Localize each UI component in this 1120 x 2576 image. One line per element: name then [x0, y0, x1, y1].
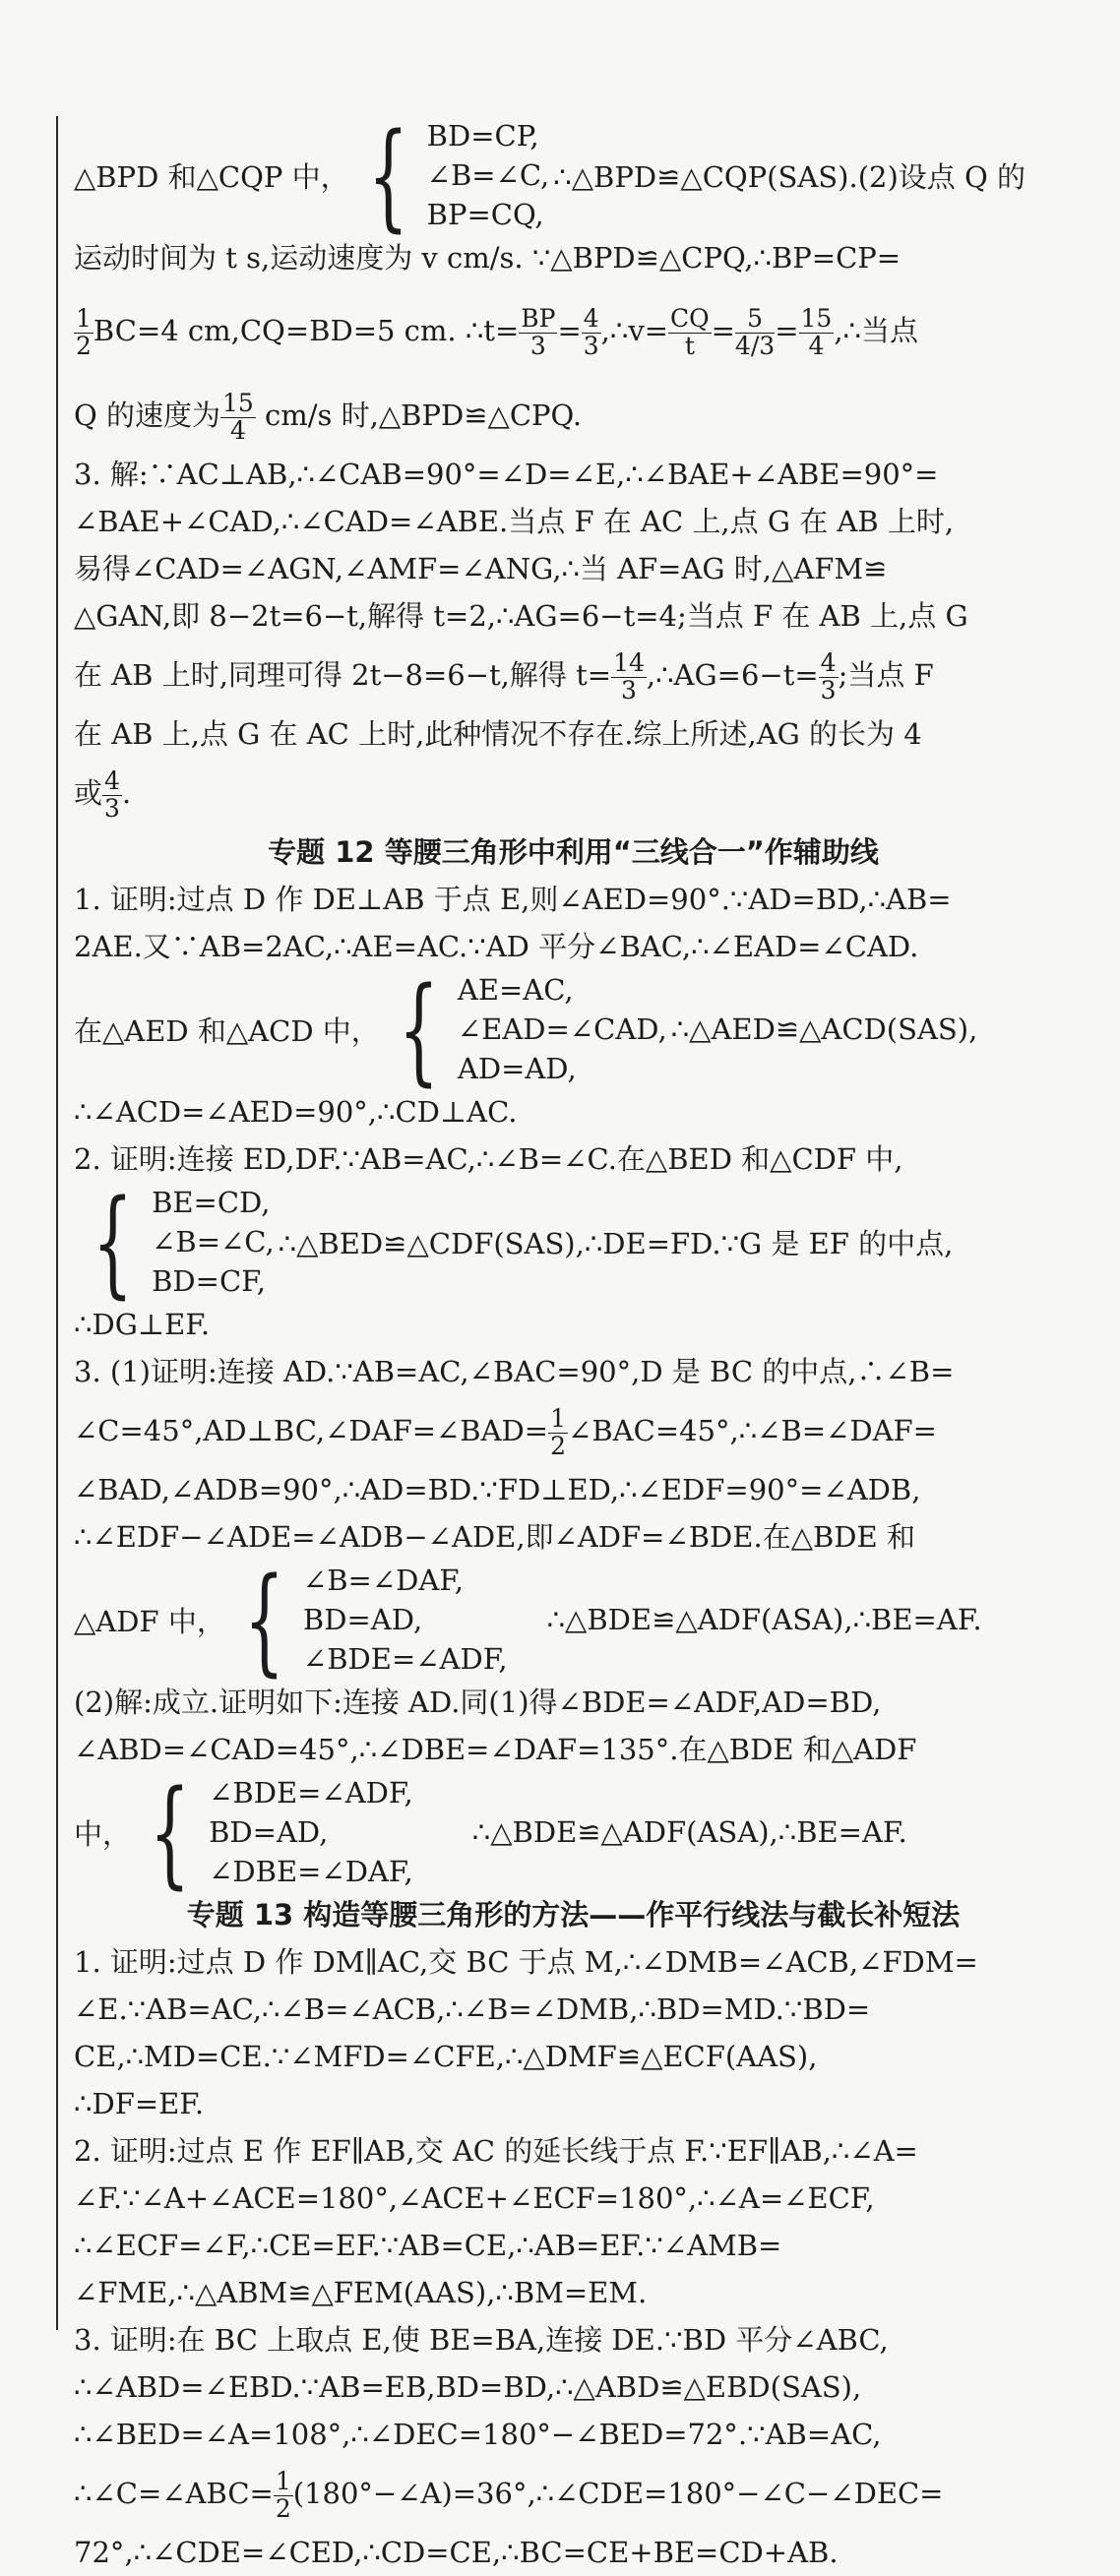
text-line: 3. (1)证明:连接 AD.∵AB=AC,∠BAC=90°,D 是 BC 的中点,∴∠B= — [74, 1355, 955, 1388]
text-line: 1. 证明:过点 D 作 DM∥AC,交 BC 于点 M,∴∠DMB=∠ACB,∠FDM= — [74, 1945, 978, 1979]
condition: ∠DBE=∠DAF, — [209, 1855, 413, 1888]
text-line: ∴∠EDF−∠ADE=∠ADB−∠ADE,即∠ADF=∠BDE.在△BDE 和 — [74, 1520, 915, 1554]
condition: ∠BDE=∠ADF, — [209, 1776, 413, 1809]
system-bde-adf — [74, 1552, 1073, 1687]
condition: AE=AC, — [457, 973, 574, 1007]
system-bed-cdf — [74, 1174, 1073, 1310]
condition: ∠BDE=∠ADF, — [302, 1642, 508, 1676]
condition: BP=CQ, — [426, 198, 544, 231]
fraction: $\frac{1}{2}$ — [550, 1404, 567, 1460]
condition: BD=AD, — [302, 1603, 423, 1636]
fraction: $\frac{4}{3}$ — [104, 767, 120, 823]
text-line: △GAN,即 8−2t=6−t,解得 t=2,∴AG=6−t=4;当点 F 在 AB 上,点 G — [74, 599, 968, 633]
text-line: ∴∠ABD=∠EBD.∵AB=EB,BD=BD,∴△ABD≌△EBD(SAS), — [74, 2370, 862, 2404]
text: 在△AED 和△ACD 中， — [74, 1013, 380, 1048]
text-line: Q 的速度为 $\frac{15}{4}$ cm/s 时,△BPD≌△CPQ. — [74, 389, 583, 445]
answer-text — [74, 107, 1073, 2576]
text-line: ∠F.∵∠A+∠ACE=180°,∠ACE+∠ECF=180°,∴∠A=∠ECF, — [74, 2181, 875, 2215]
text: ∴△AED≌△ACD(SAS), — [670, 1012, 978, 1046]
fraction: $\frac{4}{3}$ — [583, 304, 599, 360]
text-line: ∠E.∵AB=AC,∴∠B=∠ACB,∴∠B=∠DMB,∴BD=MD.∵BD= — [74, 1993, 871, 2026]
condition: ∠EAD=∠CAD, — [457, 1012, 667, 1046]
text-line: CE,∴MD=CE.∵∠MFD=∠CFE,∴△DMF≌△ECF(AAS), — [74, 2040, 818, 2073]
text-line: 3. 证明:在 BC 上取点 E,使 BE=BA,连接 DE.∵BD 平分∠ABC, — [74, 2323, 889, 2357]
text-line: $\frac{1}{2}$ BC=4 cm,CQ=BD=5 cm. ∴t= $\frac{BP}{3}$ = $\frac{4}{3}$ ,∴v= $\frac{CQ}{t}$ = $\frac{5}{4/3}$ = $\frac{15}{4}$ ,∴当点 — [76, 304, 918, 360]
brace-icon: { — [243, 1552, 285, 1687]
system-aed-acd — [74, 961, 1073, 1097]
section-heading-12: 专题 12 等腰三角形中利用“三线合一”作辅助线 — [268, 835, 879, 869]
text-line: 运动时间为 t s,运动速度为 v cm/s. ∵△BPD≌△CPQ,∴BP=CP= — [74, 241, 902, 275]
fraction: $\frac{15}{4}$ — [222, 389, 254, 445]
text-line: ∠BAD,∠ADB=90°,∴AD=BD.∵FD⊥ED,∴∠EDF=90°=∠ADB, — [74, 1473, 921, 1506]
text-line: 2. 证明:连接 ED,DF.∵AB=AC,∴∠B=∠C.在△BED 和△CDF 中, — [74, 1142, 903, 1176]
system-bde-adf-2 — [74, 1764, 1073, 1900]
condition: ∠B=∠C, — [426, 158, 550, 192]
text: ∴△BDE≌△ADF(ASA),∴BE=AF. — [546, 1603, 982, 1636]
text-line: ∴∠C=∠ABC= $\frac{1}{2}$ (180°−∠A)=36°,∴∠CDE=180°−∠C−∠DEC= — [74, 2467, 944, 2523]
text-line: ∴∠ECF=∠F,∴CE=EF.∵AB=CE,∴AB=EF.∵∠AMB= — [74, 2229, 782, 2262]
brace-icon: { — [149, 1764, 191, 1900]
text-line: 在 AB 上,点 G 在 AC 上时,此种情况不存在.综上所述,AG 的长为 4 — [74, 717, 922, 751]
condition: AD=AD, — [457, 1052, 577, 1085]
text-line: ∴DG⊥EF. — [74, 1308, 211, 1341]
text-line: (2)解:成立.证明如下:连接 AD.同(1)得∠BDE=∠ADF,AD=BD, — [74, 1686, 882, 1719]
text-line: 1. 证明:过点 D 作 DE⊥AB 于点 E,则∠AED=90°.∵AD=BD,∴AB= — [74, 883, 952, 916]
text-line: 2AE.又∵AB=2AC,∴AE=AC.∵AD 平分∠BAC,∴∠EAD=∠CAD. — [74, 930, 919, 963]
text-line: ∠FME,∴△ABM≌△FEM(AAS),∴BM=EM. — [74, 2276, 648, 2309]
text-line: 易得∠CAD=∠AGN,∠AMF=∠ANG,∴当 AF=AG 时,△AFM≌ — [74, 552, 888, 585]
fraction: $\frac{1}{2}$ — [76, 304, 92, 360]
text-line: 3. 解:∵AC⊥AB,∴∠CAB=90°=∠D=∠E,∴∠BAE+∠ABE=90°= — [74, 458, 939, 491]
text: ∴△BPD≌△CQP(SAS).(2)设点 Q 的 — [553, 159, 1026, 194]
text-line: ∠ABD=∠CAD=45°,∴∠DBE=∠DAF=135°.在△BDE 和△ADF — [74, 1733, 917, 1766]
text-line: 在 AB 上时,同理可得 2t−8=6−t,解得 t= $\frac{14}{3}$ ,∴AG=6−t= $\frac{4}{3}$ ;当点 F — [74, 648, 934, 705]
text-line: 2. 证明:过点 E 作 EF∥AB,交 AC 的延长线于点 F.∵EF∥AB,∴∠A= — [74, 2134, 918, 2168]
fraction: $\frac{14}{3}$ — [613, 648, 645, 705]
brace-icon: { — [367, 107, 408, 243]
fraction: $\frac{4}{3}$ — [820, 648, 837, 705]
fraction: $\frac{1}{2}$ — [275, 2467, 291, 2523]
system-bpd-cqp — [74, 107, 1073, 243]
text-line: ∴∠ACD=∠AED=90°,∴CD⊥AC. — [74, 1095, 518, 1129]
text-line: ∠C=45°,AD⊥BC,∠DAF=∠BAD= $\frac{1}{2}$ ∠BAC=45°,∴∠B=∠DAF= — [74, 1404, 937, 1460]
fraction: $\frac{CQ}{t}$ — [670, 304, 710, 360]
text: △BPD 和△CQP 中， — [74, 159, 349, 194]
fraction: $\frac{BP}{3}$ — [521, 304, 556, 360]
text: △ADF 中， — [74, 1604, 225, 1638]
brace-icon: { — [398, 961, 439, 1097]
text-line: ∴DF=EF. — [74, 2087, 205, 2120]
condition: ∠B=∠DAF, — [302, 1564, 465, 1597]
brace-icon: { — [92, 1174, 134, 1310]
text: 中， — [74, 1816, 132, 1851]
condition: BE=CD, — [152, 1186, 271, 1219]
text-line: 72°,∴∠CDE=∠CED,∴CD=CE,∴BC=CE+BE=CD+AB. — [74, 2536, 839, 2569]
text-line: ∴∠BED=∠A=108°,∴∠DEC=180°−∠BED=72°.∵AB=AC, — [74, 2418, 882, 2451]
condition: BD=CP, — [426, 119, 539, 153]
condition: ∠B=∠C, — [152, 1225, 275, 1258]
text-line: ∠BAE+∠CAD,∴∠CAD=∠ABE.当点 F 在 AC 上,点 G 在 AB 上时, — [74, 505, 955, 538]
condition: BD=AD, — [209, 1815, 329, 1849]
text-line: 或 $\frac{4}{3}$ . — [74, 767, 132, 823]
margin-rule — [56, 116, 58, 2330]
section-heading-13: 专题 13 构造等腰三角形的方法——作平行线法与截长补短法 — [186, 1898, 961, 1932]
text: ∴△BDE≌△ADF(ASA),∴BE=AF. — [471, 1815, 907, 1849]
text: ∴△BED≌△CDF(SAS),∴DE=FD.∵G 是 EF 的中点, — [278, 1226, 954, 1260]
condition: BD=CF, — [152, 1264, 266, 1298]
fraction: $\frac{5}{4/3}$ — [734, 304, 776, 360]
fraction: $\frac{15}{4}$ — [800, 304, 833, 360]
